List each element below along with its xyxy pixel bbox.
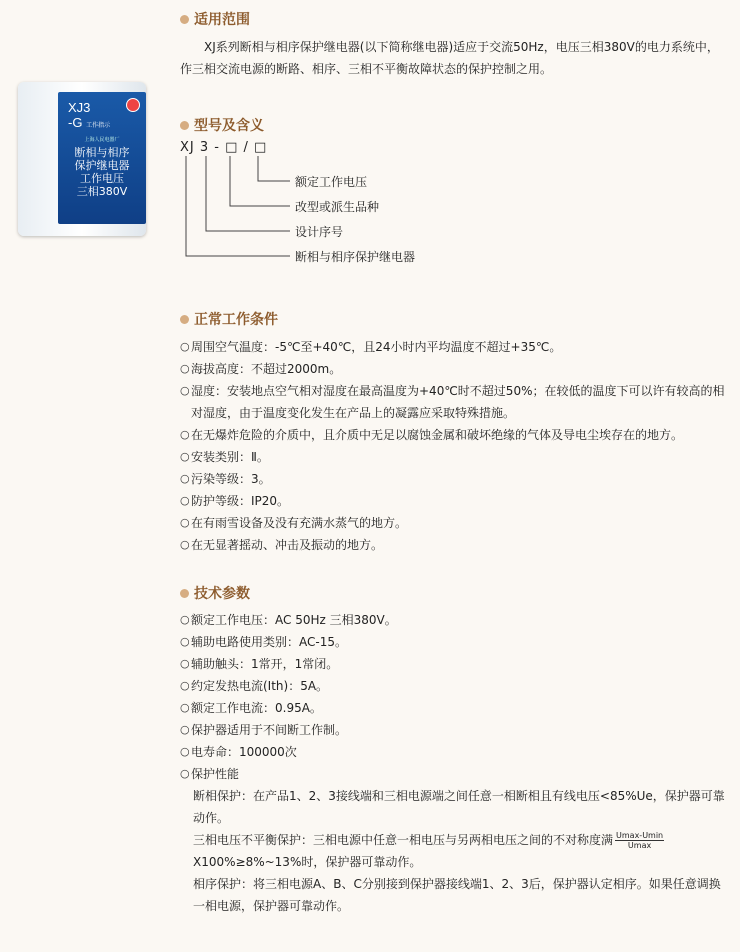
list-item: ○ 湿度：安装地点空气相对湿度在最高温度为+40℃时不超过50%；在较低的温度下可以许有较高的相对湿度，由于温度变化发生在产品上的凝露应采取特殊措施。 <box>180 380 728 424</box>
list-item: ○ 周围空气温度：-5℃至+40℃，且24小时内平均温度不超过+35℃。 <box>180 336 728 358</box>
list-item: ○ 污染等级：3。 <box>180 468 728 490</box>
model-label-type: 断相与相序保护继电器 <box>295 250 416 264</box>
product-image <box>18 82 146 236</box>
product-face: XJ3 -G 工作指示 上海人民电器厂 断相与相序 保护继电器 工作电压 三相380V <box>58 92 146 224</box>
circle-bullet-icon: ○ <box>180 657 190 670</box>
model-label-design: 设计序号 <box>295 225 344 239</box>
section-title-params: 技术参数 <box>180 583 250 603</box>
list-item: ○ 约定发热电流(Ith)：5A。 <box>180 675 728 697</box>
circle-bullet-icon: ○ <box>180 767 190 780</box>
list-item: ○ 辅助触头：1常开，1常闭。 <box>180 653 728 675</box>
circle-bullet-icon: ○ <box>180 723 190 736</box>
list-item: ○ 海拔高度：不超过2000m。 <box>180 358 728 380</box>
list-item: ○ 额定工作电流：0.95A。 <box>180 697 728 719</box>
model-label-voltage: 额定工作电压 <box>295 175 368 189</box>
bullet-dot-icon <box>180 589 189 598</box>
list-item: ○ 在有雨雪设备及没有充满水蒸气的地方。 <box>180 512 728 534</box>
circle-bullet-icon: ○ <box>180 362 190 375</box>
bullet-dot-icon <box>180 121 189 130</box>
circle-bullet-icon: ○ <box>180 428 190 441</box>
circle-bullet-icon: ○ <box>180 516 190 529</box>
circle-bullet-icon: ○ <box>180 745 190 758</box>
circle-bullet-icon: ○ <box>180 679 190 692</box>
circle-bullet-icon: ○ <box>180 340 190 353</box>
list-item: ○ 防护等级：IP20。 <box>180 490 728 512</box>
brand-logo-icon <box>126 98 140 112</box>
list-item: ○ 辅助电路使用类别：AC-15。 <box>180 631 728 653</box>
list-item: ○ 安装类别：Ⅱ。 <box>180 446 728 468</box>
section-title-conditions: 正常工作条件 <box>180 309 278 329</box>
circle-bullet-icon: ○ <box>180 701 190 714</box>
conditions-list <box>180 336 728 556</box>
circle-bullet-icon: ○ <box>180 613 190 626</box>
bullet-dot-icon <box>180 315 189 324</box>
product-model: XJ3 -G 工作指示 <box>68 100 111 130</box>
protection-phase-loss: 断相保护：在产品1、2、3接线端和三相电源端之间任意一相断相且有线电压<85%Ue，保护器可靠动作。 <box>193 789 725 825</box>
unbalance-fraction: $\frac{Umax-Umin}{Umax}$ <box>616 831 664 850</box>
product-desc: 断相与相序 保护继电器 工作电压 三相380V <box>74 146 130 198</box>
list-item: ○ 保护器适用于不间断工作制。 <box>180 719 728 741</box>
circle-bullet-icon: ○ <box>180 538 190 551</box>
list-item: ○ 保护性能 <box>180 763 728 785</box>
bullet-dot-icon <box>180 15 189 24</box>
circle-bullet-icon: ○ <box>180 384 190 397</box>
scope-text: XJ系列断相与相序保护继电器(以下简称继电器)适应于交流50Hz，电压三相380V的电力系统中，作三相交流电源的断路、相序、三相不平衡故障状态的保护控制之用。 <box>180 40 719 76</box>
circle-bullet-icon: ○ <box>180 472 190 485</box>
list-item: ○ 在无显著摇动、冲击及振动的地方。 <box>180 534 728 556</box>
model-code: XJ 3 - □ / □ <box>180 140 268 155</box>
section-title-scope: 适用范围 <box>180 9 250 29</box>
circle-bullet-icon: ○ <box>180 635 190 648</box>
list-item: ○ 额定工作电压：AC 50Hz 三相380V。 <box>180 609 728 631</box>
circle-bullet-icon: ○ <box>180 450 190 463</box>
model-diagram <box>180 140 480 270</box>
params-list <box>180 609 728 917</box>
circle-bullet-icon: ○ <box>180 494 190 507</box>
list-item: ○ 电寿命：100000次 <box>180 741 728 763</box>
section-title-model: 型号及含义 <box>180 115 264 135</box>
protection-unbalance: 三相电压不平衡保护：三相电源中任意一相电压与另两相电压之间的不对称度满 $\frac{Umax-Umin}{Umax}$ X100%≥8%~13%时，保护器可靠动作。 <box>193 831 664 869</box>
model-label-variant: 改型或派生品种 <box>295 200 380 214</box>
protection-sequence: 相序保护：将三相电源A、B、C分别接到保护器接线端1、2、3后，保护器认定相序。如果任意调换一相电源，保护器可靠动作。 <box>193 877 721 913</box>
list-item: ○ 在无爆炸危险的介质中，且介质中无足以腐蚀金属和破坏绝缘的气体及导电尘埃存在的地方。 <box>180 424 728 446</box>
